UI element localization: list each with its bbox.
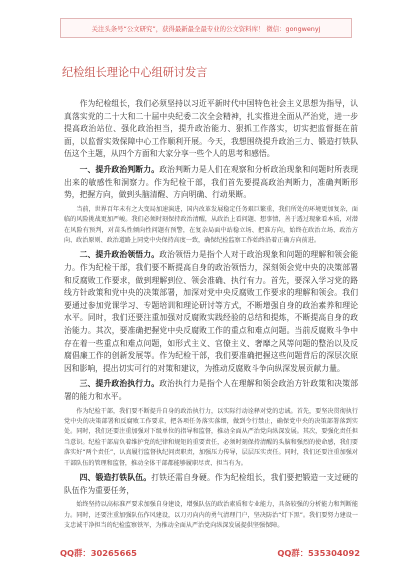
body-paragraph [64, 378, 358, 403]
body-paragraph [64, 98, 358, 161]
paragraph-text: 政治领悟力是指个人对于政治现象和问题的理解和领会能力。作为纪检干部，我们要不断提高自身的政治领悟力，深刻领会党中央的决策部署和反腐败工作要求，做到理解到位、领会准确、执行有力。首先，要深入学习党的路线方针政策和党中央的决策部署，加深对党中央反腐败工作要求的理解和领会。我们要通过参加党课学习、专题培训和理论研讨等方式，不断增强自身的政治素养和理论水平。同时，我们还要注重加强对反腐败实践经验的总结和提炼，不断提高自身的政治能力。其次，要准确把握党中央反腐败工作的重点和难点问题。当前反腐败斗争中存在着一些重点和难点问题，如形式主义、官僚主义、奢靡之风等问题的整治以及反腐倡廉工作的创新发展等。作为纪检干部，我们要准确把握这些问题背后的深层次原因和影响，提出切实可行的对策和建议，为推动反腐败斗争向纵深发展贡献力量。 [64, 250, 358, 373]
paragraph-text: 打铁还需自身硬。作为纪检组长，我们要把锻造一支过硬的队伍作为重要任务， [64, 472, 358, 495]
body-paragraph [64, 249, 358, 375]
section-heading: 二、提升政治领悟力。 [79, 250, 160, 260]
paragraph-text: 始终坚持以高标准严要求加强自身建设，增强队伍的政治素质和专业能力，具备较强的分析能力和判断能力。同时，还要注重加强队伍作风建设，以刀刃向内的勇气清理门户，坚决防治“灯下黑”。我们要努力建设一支忠诚干净担当的纪检监察铁军，为推动全面从严治党向纵深发展提供坚强保障。 [64, 501, 358, 529]
paragraph-text: 政治判断力是人们在观察和分析政治现象和问题时所表现出来的敏感性和洞察力。作为纪检干部，我们首先要提高政治判断力，准确判断形势，把握方向，做到头脑清醒、方向明确、行动果断。 [64, 164, 358, 200]
section-heading: 一、提升政治判断力。 [79, 164, 160, 174]
body-paragraph [64, 472, 358, 497]
paragraph-text: 作为纪检组长，我们必须坚持以习近平新时代中国特色社会主义思想为指导，认真落实党的二十大和二十届中央纪委二次全会精神，扎实推进全面从严治党，进一步提高政治站位、强化政治担当，提升政治能力、狠抓工作落实，切实把监督挺在前面，以监督实效保障中心工作顺利开展。今天，我想围绕提升政治三力、锻造打铁队伍这个主题，从四个方面和大家分享一些个人的思考和感悟。 [64, 99, 358, 159]
section-heading: 三、提升政治执行力。 [79, 379, 160, 389]
page-footer [60, 546, 360, 560]
paragraph-text: 当前，世界百年未有之大变局加速演进，国内改革发展稳定任务艰巨繁重，我们所处的环境更加复杂，面临的风险挑战更加严峻。我们必须时刻保持政治清醒，从政治上看问题、想事情，善于透过现象看本质，对潜在风险有预判，对苗头性倾向性问题有预警，在复杂局面中站稳立场、把准方向，始终在政治立场、政治方向、政治原则、政治道路上同党中央保持高度一致，确保纪检监察工作始终沿着正确方向前进。 [64, 205, 358, 244]
body-paragraph [64, 205, 358, 247]
paragraph-text: 作为纪检干部，我们要不断提升自身的政治执行力，以实际行动诠释对党的忠诚。首先，要坚决贯彻执行党中央的决策部署和反腐败工作要求，把各项任务落实落细，做到令行禁止，确保党中央的决策部署落到实处。同时，我们还要注重加强对下级单位的指导和监督，推动全面从严治党向纵深发展。其次，要强化责任担当意识。纪检干部肩负着维护党的纪律和规矩的重要责任，必须时刻保持清醒的头脑和强烈的使命感，我们要落实好“两个责任”，认真履行监督执纪问责职责，加强压力传导，层层压实责任。同时，我们还要注重加强对干部队伍的管理和监督，推动全体干部都能够履职尽责、担当有为。 [64, 407, 358, 467]
section-heading: 四、锻造打铁队伍。 [79, 472, 152, 482]
body-paragraph [64, 500, 358, 531]
body-paragraph [64, 407, 358, 469]
promo-banner [60, 18, 352, 38]
body-paragraph [64, 164, 358, 202]
footer-qq-group-1: QQ群：30265665 [60, 548, 137, 558]
document-title: 纪检组长理论中心组研讨发言 [62, 66, 208, 79]
paragraph-text: 政治执行力是指个人在理解和领会政治方针政策和决策部署的能力和水平。 [64, 379, 358, 401]
document-body [64, 98, 358, 532]
footer-qq-group-2: QQ群：535304092 [277, 548, 360, 558]
promo-banner-text: 关注头条号“公文研究”，获得最新最全最专业的公文资料库！ 微信：gongwenyj [91, 24, 321, 33]
